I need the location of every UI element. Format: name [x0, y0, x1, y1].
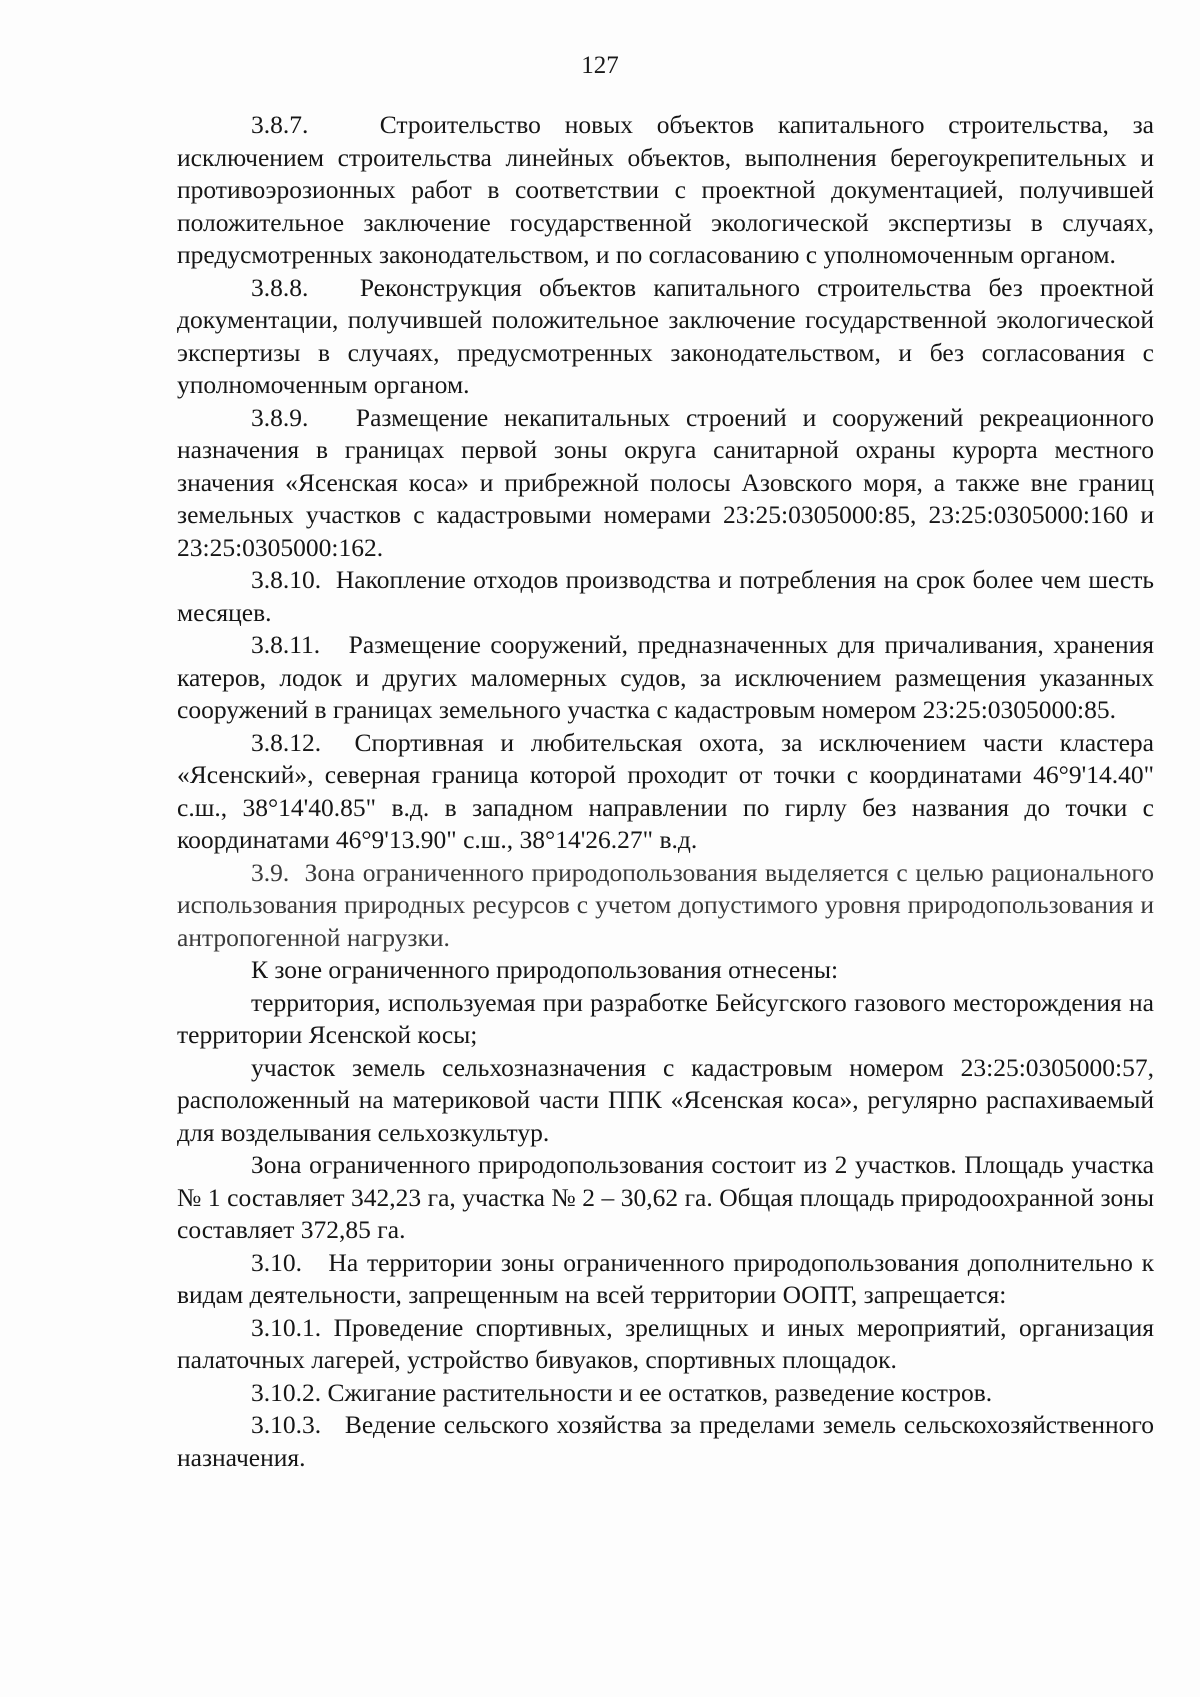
clause-text: Строительство новых объектов капитального строительства, за исключением строительства линейных объектов, выполнения берегоукрепительных и противоэрозионных работ в соответствии с проектной документацией, получившей положительное заключение государственной экологической экспертизы в случаях, предусмотренных законодательством, и по согласованию с уполномоченным органом. — [177, 110, 1155, 269]
clause-number: 3.9. — [251, 857, 290, 887]
clause-text: Проведение спортивных, зрелищных и иных мероприятий, организация палаточных лагерей, устройство бивуаков, спортивных площадок. — [177, 1312, 1155, 1374]
clause-text: Накопление отходов производства и потребления на срок более чем шесть месяцев. — [177, 565, 1155, 627]
clause-text: Сжигание растительности и ее остатков, разведение костров. — [327, 1377, 993, 1407]
clause-number: 3.10. — [251, 1247, 302, 1277]
clause-text: участок земель сельхозназначения с кадастровым номером 23:25:0305000:57, расположенный на материковой части ППК «Ясенская коса», регулярно распахиваемый для возделывания сельхозкультур. — [177, 1052, 1154, 1147]
paragraph-3-8-7 — [177, 109, 1154, 272]
clause-number: 3.8.10. — [251, 565, 322, 594]
clause-number: 3.10.2. — [251, 1377, 322, 1407]
paragraph-3-8-10 — [177, 564, 1154, 629]
paragraph-territory — [177, 987, 1154, 1052]
paragraph-3-10-1 — [177, 1312, 1154, 1377]
document-body — [177, 109, 1154, 1474]
clause-text: Размещение сооружений, предназначенных для причаливания, хранения катеров, лодок и других маломерных судов, за исключением размещения указанных сооружений в границах земельного участка с кадастровым номером 23:25:0305000:85. — [177, 630, 1155, 724]
paragraph-3-8-9 — [177, 402, 1154, 565]
paragraph-3-10-2 — [177, 1377, 1154, 1410]
clause-number: 3.10.3. — [251, 1410, 322, 1439]
clause-number: 3.8.12. — [251, 727, 322, 757]
clause-number: 3.8.11. — [251, 630, 321, 659]
paragraph-land-plot — [177, 1052, 1154, 1150]
clause-text: Ведение сельского хозяйства за пределами земель сельскохозяйственного назначения. — [177, 1410, 1154, 1472]
clause-text: территория, используемая при разработке Бейсугского газового месторождения на территории Ясенской косы; — [177, 987, 1154, 1049]
clause-number: 3.10.1. — [251, 1312, 322, 1342]
clause-number: 3.8.9. — [251, 402, 309, 432]
paragraph-3-10-3 — [177, 1409, 1154, 1474]
paragraph-3-8-11 — [177, 629, 1154, 727]
paragraph-3-9 — [177, 857, 1154, 955]
clause-text: К зоне ограниченного природопользования отнесены: — [251, 955, 839, 984]
page-number: 127 — [581, 52, 619, 79]
clause-number: 3.8.7. — [251, 110, 309, 139]
clause-text: Спортивная и любительская охота, за исключением части кластера «Ясенский», северная граница которой проходит от точки с координатами 46°9'14.40" с.ш., 38°14'40.85" в.д. в западном направлении по гирлу без названия до точки с координатами 46°9'13.90" с.ш., 38°14'26.27" в.д. — [177, 727, 1155, 854]
clause-text: Зона ограниченного природопользования состоит из 2 участков. Площадь участка № 1 составляет 342,23 га, участка № 2 – 30,62 га. Общая площадь природоохранной зоны составляет 372,85 га. — [177, 1150, 1154, 1244]
clause-text: Размещение некапитальных строений и сооружений рекреационного назначения в границах первой зоны округа санитарной охраны курорта местного значения «Ясенская коса» и прибрежной полосы Азовского моря, а также вне границ земельных участков с кадастровыми номерами 23:25:0305000:85, 23:25:0305000:160 и 23:25:0305000:162. — [177, 402, 1155, 562]
paragraph-3-10 — [177, 1247, 1154, 1312]
paragraph-zone-intro — [177, 954, 1154, 987]
clause-text: На территории зоны ограниченного природопользования дополнительно к видам деятельности, запрещенным на всей территории ООПТ, запрещается: — [177, 1247, 1155, 1309]
clause-number: 3.8.8. — [251, 272, 309, 302]
clause-text: Реконструкция объектов капитального строительства без проектной документации, получившей положительное заключение государственной экологической экспертизы в случаях, предусмотренных законодательством, и без согласования с уполномоченным органом. — [177, 272, 1155, 399]
paragraph-3-8-8 — [177, 272, 1154, 402]
clause-text: Зона ограниченного природопользования выделяется с целью рационального использования природных ресурсов с учетом допустимого уровня природопользования и антропогенной нагрузки. — [177, 857, 1155, 952]
paragraph-zone-area — [177, 1149, 1154, 1247]
paragraph-3-8-12 — [177, 727, 1154, 857]
